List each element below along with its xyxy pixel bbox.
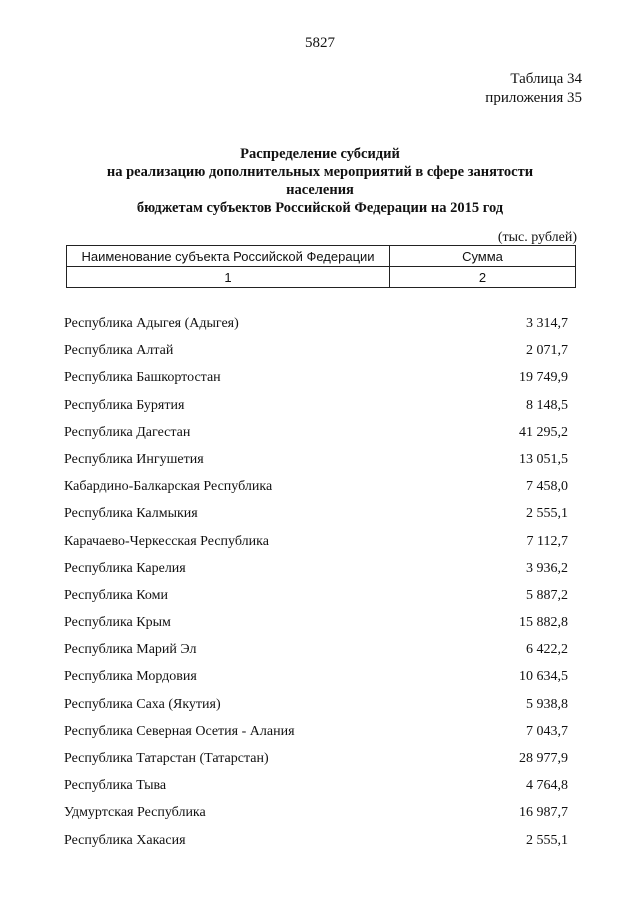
region-name: Республика Татарстан (Татарстан)	[64, 751, 269, 766]
subsidy-amount: 13 051,5	[519, 451, 568, 467]
subsidy-amount: 3 936,2	[526, 560, 568, 576]
document-title	[60, 145, 580, 217]
table-row	[64, 669, 568, 696]
region-name: Республика Ингушетия	[64, 451, 204, 467]
table-row	[64, 833, 568, 860]
region-name: Республика Саха (Якутия)	[64, 696, 221, 712]
column-number-1: 1	[67, 267, 390, 288]
subsidy-amount: 6 422,2	[526, 642, 568, 658]
region-name: Республика Бурятия	[64, 397, 185, 413]
region-name: Республика Мордовия	[64, 669, 197, 685]
page-number: 5827	[305, 35, 335, 51]
subsidy-amount: 16 987,7	[519, 805, 568, 821]
region-name: Удмуртская Республика	[64, 805, 206, 821]
table-row	[64, 588, 568, 615]
table-row	[64, 316, 568, 343]
subsidy-amount: 5 938,8	[526, 696, 568, 712]
title-line: бюджетам субъектов Российской Федерации на 2015 год	[136, 200, 504, 216]
units-label: (тыс. рублей)	[497, 230, 577, 245]
table-row	[64, 805, 568, 832]
column-header-name: Наименование субъекта Российской Федерации	[67, 246, 390, 267]
table-row	[64, 697, 568, 724]
subsidy-amount: 19 749,9	[519, 370, 568, 386]
region-name: Республика Дагестан	[64, 424, 191, 440]
table-row	[64, 506, 568, 533]
subsidy-amount: 3 314,7	[526, 316, 568, 331]
subsidy-amount: 5 887,2	[526, 587, 568, 603]
region-name: Республика Северная Осетия - Алания	[64, 723, 295, 739]
appendix-reference-line: приложения 35	[485, 90, 582, 106]
region-name: Республика Башкортостан	[64, 370, 221, 386]
title-line: на реализацию дополнительных мероприятий в сфере занятости	[106, 164, 534, 180]
region-name: Кабардино-Балкарская Республика	[64, 479, 273, 495]
table-row	[64, 778, 568, 805]
table-row	[64, 642, 568, 669]
region-name: Республика Калмыкия	[64, 506, 198, 522]
title-line: населения	[286, 182, 354, 198]
table-header	[66, 245, 576, 288]
table-row	[64, 615, 568, 642]
region-name: Республика Марий Эл	[64, 642, 197, 658]
subsidy-amount: 41 295,2	[519, 424, 568, 440]
region-name: Республика Адыгея (Адыгея)	[64, 316, 239, 331]
title-line: Распределение субсидий	[240, 146, 400, 162]
subsidy-amount: 8 148,5	[526, 397, 568, 413]
subsidy-amount: 28 977,9	[519, 751, 568, 766]
region-name: Республика Алтай	[64, 343, 174, 359]
table-row	[64, 561, 568, 588]
subsidy-amount: 10 634,5	[519, 669, 568, 685]
table-row	[64, 479, 568, 506]
header-row	[67, 246, 576, 267]
subsidy-amount: 15 882,8	[519, 615, 568, 631]
region-name: Карачаево-Черкесская Республика	[64, 533, 269, 549]
table-row	[64, 398, 568, 425]
table-row	[64, 343, 568, 370]
data-rows	[64, 316, 568, 860]
subsidy-amount: 7 458,0	[526, 479, 568, 495]
region-name: Республика Коми	[64, 587, 168, 603]
subsidy-amount: 7 112,7	[526, 533, 568, 549]
subsidy-amount: 7 043,7	[526, 723, 568, 739]
table-row	[64, 751, 568, 778]
column-number-2: 2	[390, 267, 576, 288]
table-row	[64, 724, 568, 751]
table-row	[64, 425, 568, 452]
subsidy-amount: 2 071,7	[526, 343, 568, 359]
table-row	[64, 534, 568, 561]
region-name: Республика Тыва	[64, 778, 167, 794]
table-reference	[485, 70, 582, 108]
region-name: Республика Хакасия	[64, 832, 186, 848]
column-number-row	[67, 267, 576, 288]
table-row	[64, 452, 568, 479]
subsidy-amount: 2 555,1	[526, 506, 568, 522]
table-row	[64, 370, 568, 397]
subsidy-amount: 4 764,8	[526, 778, 568, 794]
region-name: Республика Карелия	[64, 560, 186, 576]
column-header-sum: Сумма	[390, 246, 576, 267]
subsidy-amount: 2 555,1	[526, 832, 568, 848]
table-reference-line: Таблица 34	[510, 71, 582, 87]
region-name: Республика Крым	[64, 615, 171, 631]
